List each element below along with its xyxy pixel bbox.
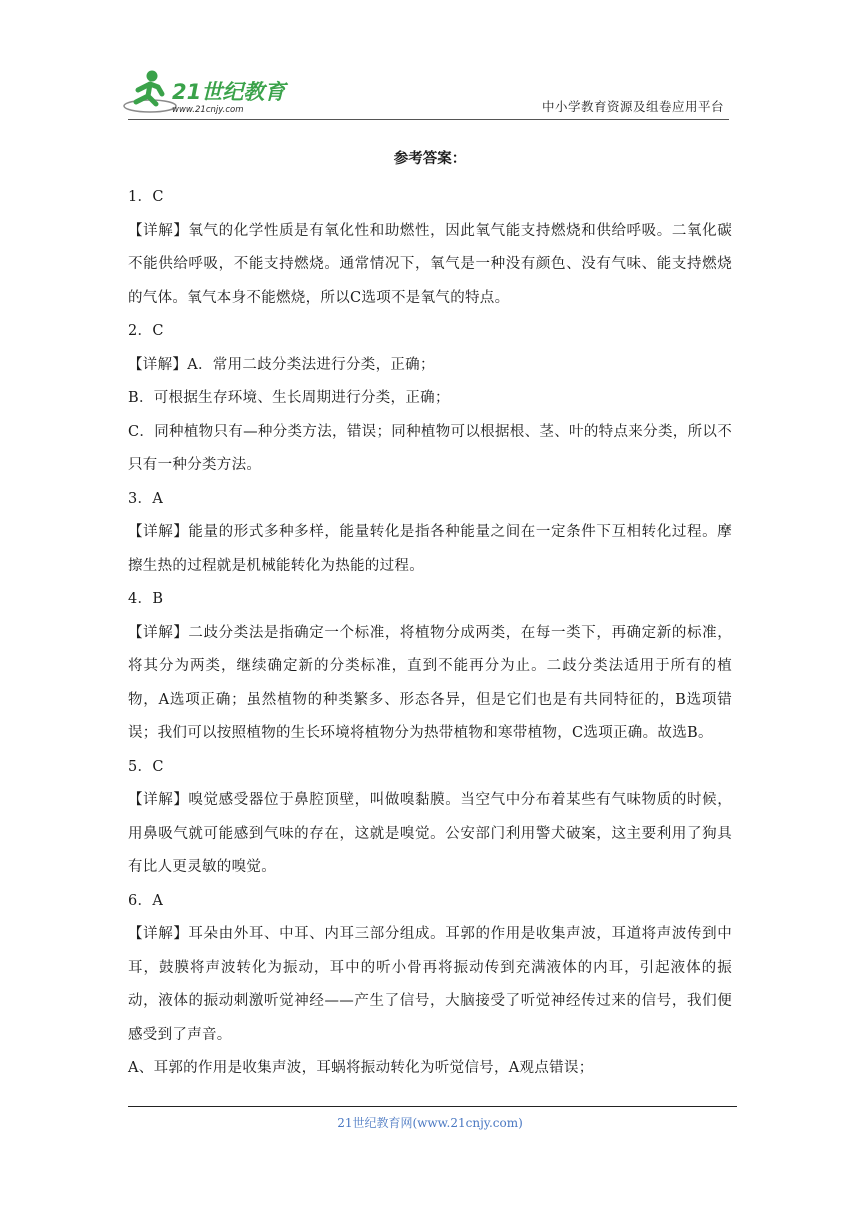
- answer-item: [128, 885, 732, 1086]
- page-title: 参考答案：: [393, 150, 467, 167]
- footer-text: 21世纪教育网(www.21cnjy.com): [337, 1116, 523, 1130]
- answer-explanation: B．可根据生存环境、生长周期进行分类，正确；: [128, 390, 450, 406]
- answer-number: 5．C: [128, 758, 164, 775]
- answer-explanation: C．同种植物只有—种分类方法，错误；同种植物可以根据根、茎、叶的特点来分类，所以不只有一种分类方法。: [128, 423, 732, 473]
- runner-logo-icon: [122, 66, 297, 118]
- logo: [122, 66, 297, 118]
- answer-number: 4．B: [128, 591, 164, 607]
- answer-number: 2．C: [128, 323, 164, 339]
- page-header: [0, 0, 860, 125]
- answer-explanation: A、耳郭的作用是收集声波，耳蜗将振动转化为听觉信号，A观点错误；: [128, 1060, 594, 1076]
- header-divider: [128, 119, 729, 120]
- answer-explanation: 【详解】A．常用二歧分类法进行分类，正确；: [128, 356, 435, 373]
- footer-divider: [128, 1106, 737, 1107]
- answer-content: [128, 148, 732, 1086]
- answer-explanation: 【详解】氧气的化学性质是有氧化性和助燃性，因此氧气能支持燃烧和供给呼吸。二氧化碳不能供给呼吸，不能支持燃烧。通常情况下，氧气是一种没有颜色、没有气味、能支持燃烧的气体。氧气本身不能燃烧，所以C选项不是氧气的特点。: [128, 222, 732, 306]
- answer-explanation: 【详解】嗅觉感受器位于鼻腔顶壁，叫做嗅黏膜。当空气中分布着某些有气味物质的时候，用鼻吸气就可能感到气味的存在，这就是嗅觉。公安部门利用警犬破案，这主要利用了狗具有比人更灵敏的嗅觉。: [128, 792, 732, 875]
- svg-text:21世纪教育: 21世纪教育: [172, 80, 286, 104]
- answer-explanation: 【详解】能量的形式多种多样，能量转化是指各种能量之间在一定条件下互相转化过程。摩擦生热的过程就是机械能转化为热能的过程。: [128, 524, 732, 574]
- answer-item: [128, 751, 732, 885]
- answer-item: [128, 181, 732, 315]
- answer-number: 6．A: [128, 892, 164, 909]
- answer-item: [128, 315, 732, 483]
- answer-explanation: 【详解】耳朵由外耳、中耳、内耳三部分组成。耳郭的作用是收集声波，耳道将声波传到中耳，鼓膜将声波转化为振动，耳中的听小骨再将振动传到充满液体的内耳，引起液体的振动，液体的振动刺激听觉神经——产生了信号，大脑接受了听觉神经传过来的信号，我们便感受到了声音。: [128, 926, 732, 1043]
- platform-name: 中小学教育资源及组卷应用平台: [541, 99, 724, 114]
- answer-number: 1．C: [128, 189, 164, 205]
- answer-item: [128, 583, 732, 751]
- answer-list: [128, 181, 732, 1086]
- svg-text:www.21cnjy.com: www.21cnjy.com: [172, 105, 244, 115]
- answer-number: 3．A: [128, 490, 164, 507]
- answer-explanation: 【详解】二歧分类法是指确定一个标准，将植物分成两类，在每一类下，再确定新的标准，将其分为两类，继续确定新的分类标准，直到不能再分为止。二歧分类法适用于所有的植物，A选项正确；虽然植物的种类繁多、形态各异，但是它们也是有共同特征的，B选项错误；我们可以按照植物的生长环境将植物分为热带植物和寒带植物，C选项正确。故选B。: [128, 624, 732, 741]
- answer-item: [128, 483, 732, 584]
